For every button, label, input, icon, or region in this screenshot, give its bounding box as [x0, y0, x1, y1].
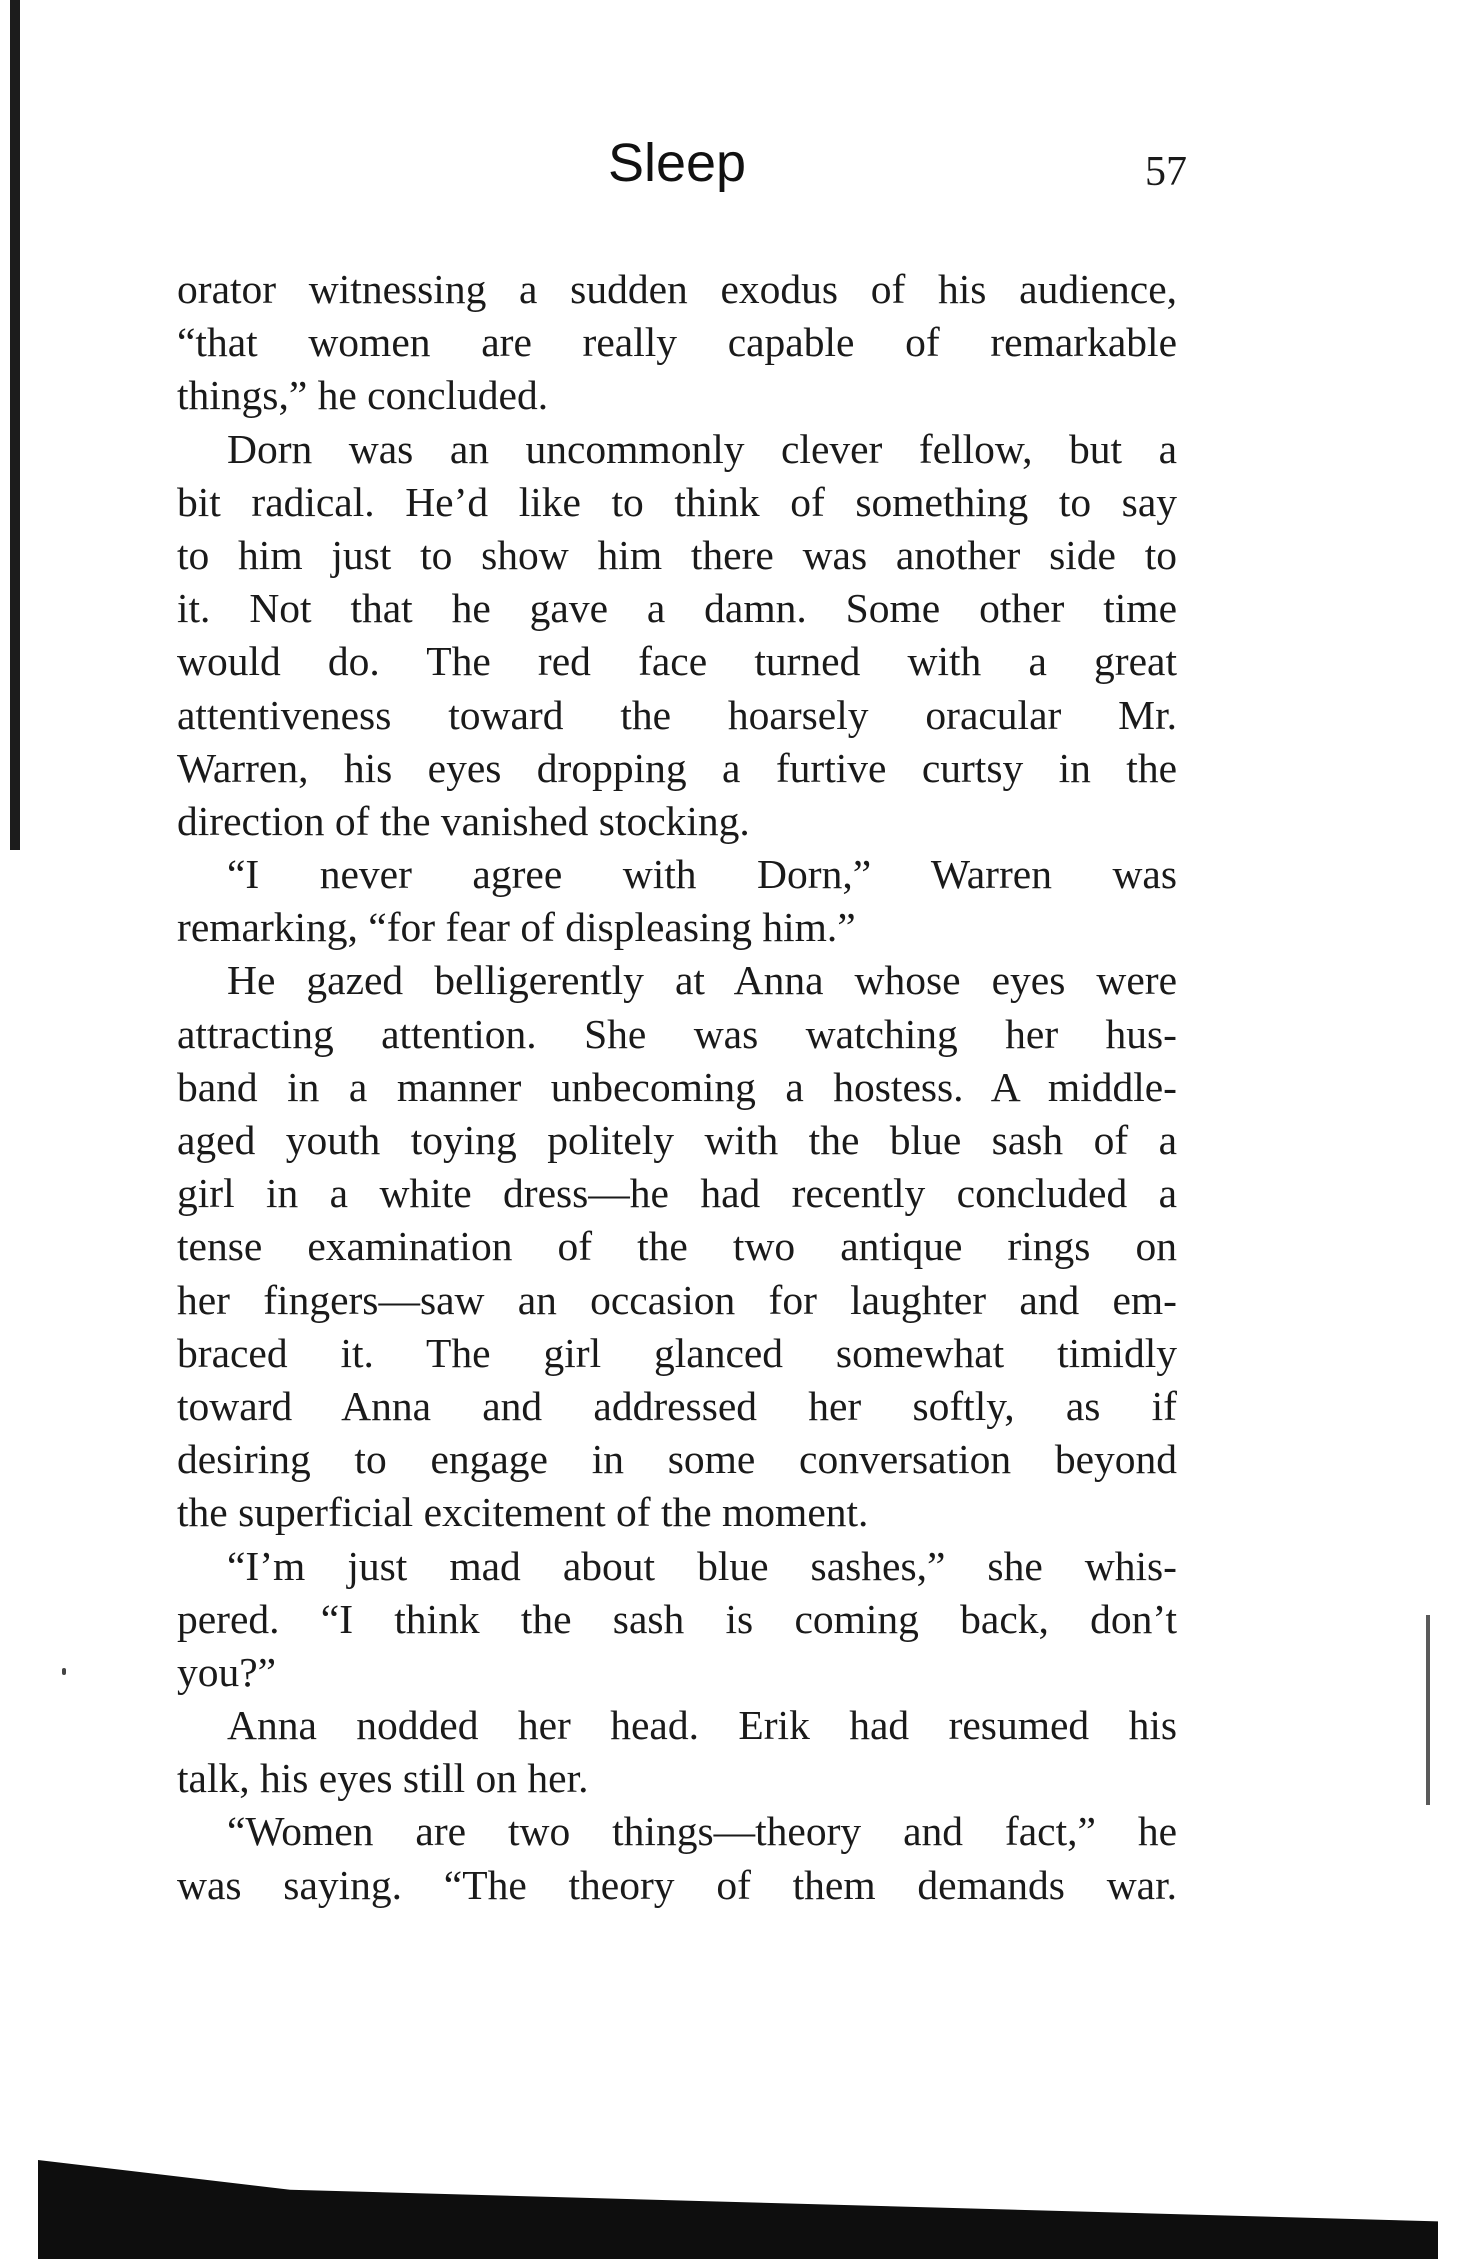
page-number: 57: [1145, 149, 1187, 195]
text-line: pered. “I think the sash is coming back, don’t: [177, 1595, 1177, 1642]
text-line: talk, his eyes still on her.: [177, 1755, 589, 1802]
text-line: aged youth toying politely with the blue sash of a: [177, 1117, 1177, 1163]
text-line: was saying. “The theory of them demands war.: [177, 1861, 1177, 1908]
text-line: “I’m just mad about blue sashes,” she whis-: [227, 1542, 1177, 1589]
scan-edge-left: [10, 0, 20, 850]
text-line: her fingers—saw an occasion for laughter and em-: [177, 1276, 1177, 1323]
text-line: orator witnessing a sudden exodus of his audience,: [177, 266, 1177, 312]
text-line: the superficial excitement of the moment.: [177, 1489, 869, 1536]
text-line: girl in a white dress—he had recently concluded a: [177, 1170, 1177, 1217]
text-line: “I never agree with Dorn,” Warren was: [227, 851, 1177, 898]
text-line: Warren, his eyes dropping a furtive curtsy in the: [177, 744, 1177, 791]
text-line: band in a manner unbecoming a hostess. A middle-: [177, 1063, 1177, 1110]
text-line: tense examination of the two antique rings on: [177, 1223, 1177, 1270]
text-line: toward Anna and addressed her softly, as if: [177, 1382, 1177, 1429]
scan-dot: [62, 1668, 66, 1675]
text-line: Dorn was an uncommonly clever fellow, but a: [227, 425, 1177, 472]
text-line: “that women are really capable of remarkable: [177, 319, 1177, 366]
text-line: Anna nodded her head. Erik had resumed his: [227, 1702, 1177, 1749]
text-line: direction of the vanished stocking.: [177, 797, 750, 844]
text-line: “Women are two things—theory and fact,” he: [227, 1808, 1177, 1855]
body-text: [177, 263, 1177, 1912]
text-line: you?”: [177, 1648, 277, 1695]
text-line: remarking, “for fear of displeasing him.”: [177, 904, 856, 951]
text-line: bit radical. He’d like to think of something to say: [177, 478, 1177, 525]
running-head: [177, 128, 1187, 208]
text-line: desiring to engage in some conversation beyond: [177, 1436, 1177, 1483]
text-line: braced it. The girl glanced somewhat timidly: [177, 1329, 1177, 1376]
text-line: things,” he concluded.: [177, 372, 549, 419]
scan-mark-right: [1426, 1615, 1430, 1805]
text-line: to him just to show him there was another side to: [177, 531, 1177, 578]
text-line: attracting attention. She was watching her hus-: [177, 1010, 1177, 1057]
running-head-title: Sleep: [607, 133, 747, 193]
scan-bottom-band: [38, 2160, 1438, 2259]
text-line: attentiveness toward the hoarsely oracular Mr.: [177, 691, 1177, 738]
text-line: it. Not that he gave a damn. Some other time: [177, 585, 1177, 632]
text-line: would do. The red face turned with a great: [177, 638, 1177, 685]
text-line: He gazed belligerently at Anna whose eyes were: [227, 957, 1177, 1004]
